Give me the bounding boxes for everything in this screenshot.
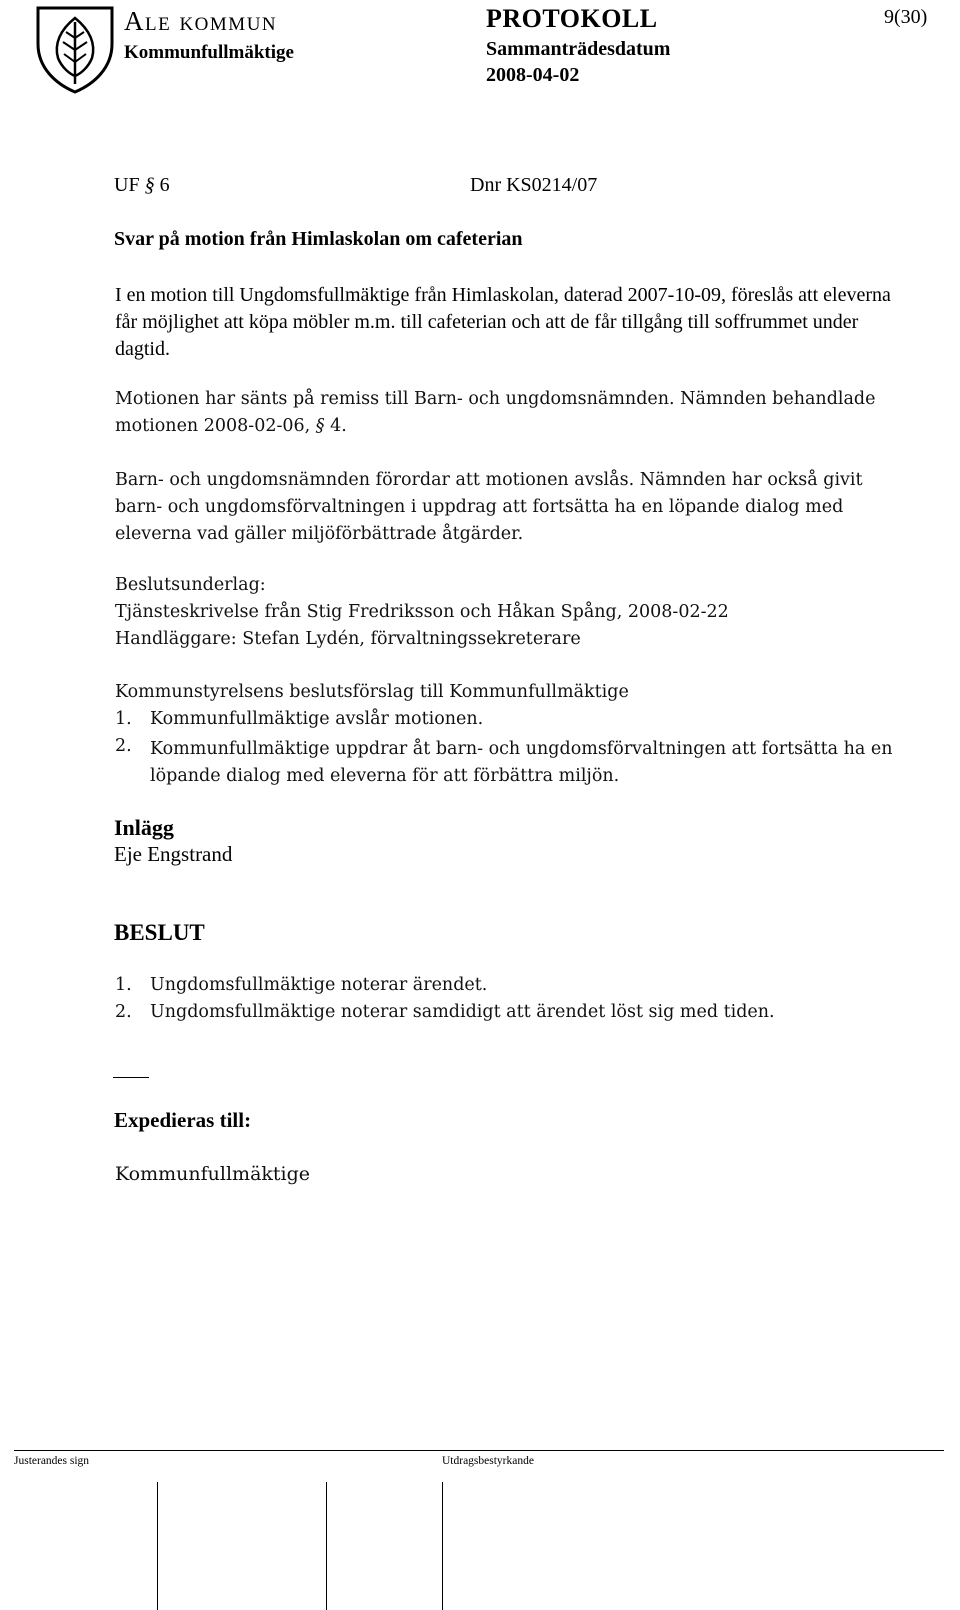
- proposal-title: Kommunstyrelsens beslutsförslag till Kommunfullmäktige: [115, 682, 629, 702]
- case-title: Svar på motion från Himlaskolan om cafeterian: [114, 228, 523, 250]
- signature-box-divider: [442, 1482, 443, 1610]
- paragraph-remiss-ref: 4.: [330, 416, 347, 436]
- case-prefix: UF: [114, 174, 140, 196]
- case-paragraph-number: 6: [159, 174, 170, 196]
- organization-body: Kommunfullmäktige: [124, 42, 294, 63]
- proposal-item-text: Kommunfullmäktige uppdrar åt barn- och ungdomsförvaltningen att fortsätta ha en löpande dialog med eleverna för att förbättra miljön.: [150, 739, 893, 786]
- basis-handler: Handläggare: Stefan Lydén, förvaltningssekreterare: [115, 629, 581, 649]
- ale-kommun-logo-icon: [34, 4, 116, 96]
- basis-document: Tjänsteskrivelse från Stig Fredriksson och Håkan Spång, 2008-02-22: [115, 602, 729, 622]
- proposal-item-number: 1.: [115, 709, 132, 729]
- meeting-date: 2008-04-02: [486, 64, 580, 86]
- inlagg-speaker: Eje Engstrand: [114, 842, 233, 866]
- decision-item-text: Ungdomsfullmäktige noterar samdidigt att ärendet löst sig med tiden.: [150, 1002, 775, 1022]
- paragraph-sign-icon: §: [144, 174, 155, 196]
- proposal-item-text: Kommunfullmäktige avslår motionen.: [150, 709, 484, 729]
- distribution-heading: Expedieras till:: [114, 1108, 252, 1132]
- organization-name: Ale kommun: [124, 6, 278, 36]
- signature-box-divider: [326, 1482, 327, 1610]
- justification-sign-label: Justerandes sign: [14, 1455, 90, 1467]
- separator-line: [113, 1077, 149, 1078]
- document-type: PROTOKOLL: [486, 4, 658, 33]
- footer-rule: [14, 1450, 944, 1451]
- dnr: Dnr KS0214/07: [470, 174, 598, 196]
- decision-item-number: 1.: [115, 975, 132, 995]
- decision-item-text: Ungdomsfullmäktige noterar ärendet.: [150, 975, 488, 995]
- inlagg-heading: Inlägg: [114, 815, 174, 840]
- signature-box-divider: [157, 1482, 158, 1610]
- paragraph-recommendation: Barn- och ungdomsnämnden förordar att motionen avslås. Nämnden har också givit barn- och ungdomsförvaltningen i uppdrag att fortsätta ha en löpande dialog med eleverna vad gäller miljöförbättrade åtgärder.: [115, 470, 863, 544]
- paragraph-sign-icon: §: [315, 416, 325, 436]
- paragraph-remiss-text: Motionen har sänts på remiss till Barn- och ungdomsnämnden. Nämnden behandlade motionen 2008-02-06,: [115, 389, 876, 436]
- page-number: 9(30): [884, 6, 928, 28]
- extract-certification-label: Utdragsbestyrkande: [442, 1455, 534, 1467]
- distribution-recipient: Kommunfullmäktige: [115, 1163, 311, 1185]
- paragraph-motion: I en motion till Ungdomsfullmäktige från Himlaskolan, daterad 2007-10-09, föreslås att eleverna får möjlighet att köpa möbler m.m. till cafeterian och att de får tillgång till soffrummet under dagtid.: [115, 284, 891, 360]
- case-number: [114, 174, 170, 197]
- proposal-item-number: 2.: [115, 736, 132, 756]
- paragraph-remiss: [115, 386, 900, 440]
- basis-label: Beslutsunderlag:: [115, 575, 266, 595]
- decision-heading: BESLUT: [114, 920, 205, 945]
- meeting-date-label: Sammanträdesdatum: [486, 38, 671, 60]
- decision-item-number: 2.: [115, 1002, 132, 1022]
